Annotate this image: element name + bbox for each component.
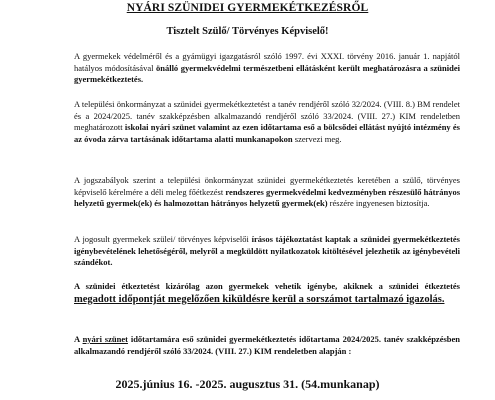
- p4-text: A jogosult gyermekek szülei/ törvényes képviselői: [74, 234, 252, 244]
- p3-bold: rendszeres gyermekvédelmi kedvezményben részesülő hátrányos helyzetű gyermek(ek) és halmozottan hátrányos helyzetű gyermek(ek): [74, 186, 461, 209]
- p6-bold: időtartamára eső szünidei gyermekétkeztetés időtartama 2024/2025. tanév szakképzésben alkalmazandó rendjéről szóló 33/2024. (VIII. 27.) KIM rendeletben alapján :: [74, 334, 461, 356]
- p2-tail: szervezi meg.: [292, 133, 342, 144]
- p5-underlined: megadott időpontját megelőzően kiküldésre kerül a sorszámot tartalmazó igazolás.: [74, 293, 445, 305]
- p3-tail: részére ingyenesen biztosítja.: [327, 198, 430, 209]
- paragraph-duration: [74, 334, 460, 357]
- paragraph-organization: [74, 99, 460, 145]
- paragraph-notification: [74, 234, 460, 269]
- p2-text: A települési önkormányzat a szünidei gyermekétkeztetést a tanév rendjéről szóló 32/2024. (VIII. 8.) BM rendelet és a 2024/2025. tanév szakképzésben alkalmazandó rendjéről szóló 33/2024. (VIII. 27.) KIM rendeletben meghatározott: [74, 99, 460, 133]
- p6-prefix: A: [74, 334, 83, 344]
- p3-text: A jogszabályok szerint a települési önkormányzat szünidei gyermekétkeztetés keretében a szülő, törvényes képviselő kérelmére a déli meleg főétkezést: [74, 175, 460, 197]
- p2-bold: iskolai nyári szünet valamint az ezen időtartama eső a bölcsődei ellátást nyújtó intézmény és az óvoda zárva tartásának időtartama alatti munkanapokon: [74, 122, 460, 144]
- p6-underlined: nyári szünet: [82, 334, 128, 344]
- paragraph-requirement: [74, 281, 460, 306]
- p1-text: A gyermekek védelméről és a gyámügyi igazgatásról szóló 1997. évi XXXI. törvény 2016. január 1. napjától hatályos módosításával: [74, 51, 460, 73]
- p4-bold: írásos tájékoztatást kaptak a szünidei gyermekétkeztetés igénybevételének lehetőségéről, melyről a megküldött nyilatkozatok kitöltésével jelezhetik az igénybevételi szándékot.: [74, 234, 460, 268]
- greeting: Tisztelt Szülő/ Törvényes Képviselő!: [166, 26, 329, 37]
- service-dates: 2025.június 16. -2025. augusztus 31. (54.munkanap): [115, 377, 380, 391]
- p1-bold: önálló gyermekvédelmi természetbeni ellátásként került meghatározásra a szünidei gyermekétkeztetés.: [74, 62, 460, 85]
- p5-bold: A szünidei étkeztetést kizárólag azon gyermekek vehetik igénybe, akiknek a szünidei étkeztetés: [74, 281, 460, 291]
- paragraph-eligibility: [74, 175, 460, 210]
- paragraph-legal-basis: [74, 51, 460, 86]
- document-title: NYÁRI SZÜNIDEI GYERMEKÉTKEZÉSRŐL: [126, 2, 369, 14]
